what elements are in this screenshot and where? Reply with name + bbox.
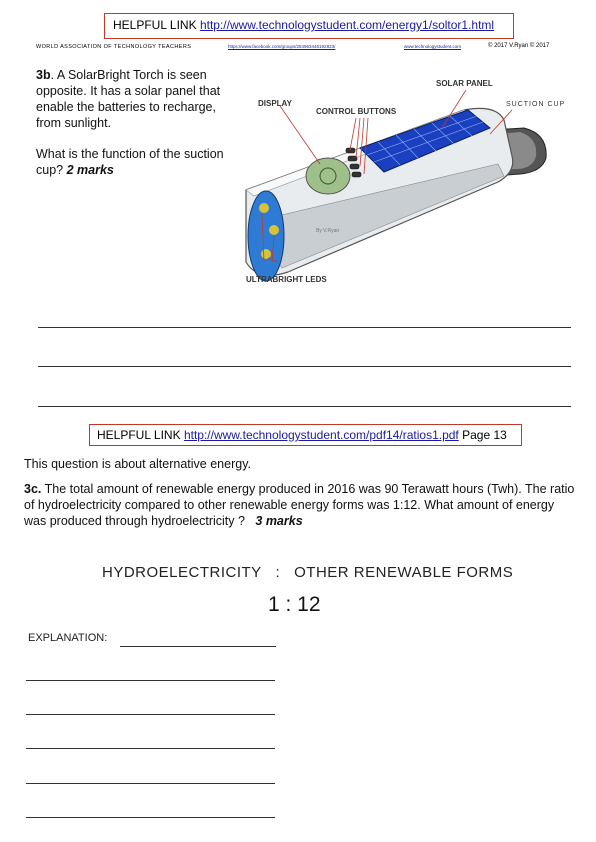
ratio-sep: : — [275, 564, 281, 581]
display-shape — [306, 158, 350, 194]
top-link-url[interactable]: http://www.technologystudent.com/energy1/soltor1.html — [199, 18, 495, 32]
association-name: WORLD ASSOCIATION OF TECHNOLOGY TEACHERS — [36, 44, 192, 50]
top-link-label: HELPFUL LINK — [113, 18, 197, 32]
ratio-heading — [102, 564, 513, 581]
q3b-question-text: What is the function of the suction cup? — [36, 147, 224, 177]
answer-line[interactable] — [26, 748, 275, 749]
maker-label: By V.Ryan — [316, 228, 340, 234]
second-link-label: HELPFUL LINK — [97, 428, 181, 442]
q3b-number: 3b — [36, 68, 51, 82]
answer-line[interactable] — [38, 406, 571, 407]
answer-line[interactable] — [38, 366, 571, 367]
display-label: DISPLAY — [258, 99, 292, 108]
copyright: © 2017 V.Ryan © 2017 — [488, 43, 550, 49]
q3b-intro-text: . A SolarBright Torch is seen opposite. It has a solar panel that enable the batteries to recharge, from sunlight. — [36, 68, 221, 130]
q3c-number: 3c. — [24, 482, 42, 496]
ratio-left: HYDROELECTRICITY — [102, 564, 262, 581]
answer-line[interactable] — [38, 327, 571, 328]
led-end-cap — [248, 191, 284, 281]
answer-line[interactable] — [26, 783, 275, 784]
solar-panel-label: SOLAR PANEL — [436, 79, 493, 88]
q3b-question — [36, 146, 236, 178]
ratio-value: 1 : 12 — [268, 593, 321, 616]
alt-energy-intro: This question is about alternative energy. — [24, 457, 251, 471]
q3b-marks: 2 marks — [66, 163, 114, 177]
ratio-right: OTHER RENEWABLE FORMS — [294, 564, 514, 581]
control-buttons-label: CONTROL BUTTONS — [316, 107, 397, 116]
explanation-line[interactable] — [120, 646, 276, 647]
top-helpful-link-box — [104, 13, 514, 39]
q3c-marks: 3 marks — [255, 514, 303, 528]
site-link[interactable]: www.technologystudent.com — [404, 44, 462, 49]
second-link-url[interactable]: http://www.technologystudent.com/pdf14/ratios1.pdf — [183, 428, 459, 442]
q3c-body: The total amount of renewable energy produced in 2016 was 90 Terawatt hours (Twh). The ratio of hydroelectricity compared to other renewable energy forms was 1:12. What amount of energy was produced through hydroelectricity ? — [24, 482, 575, 528]
facebook-link[interactable]: https://www.facebook.com/groups/254963448192823/ — [228, 44, 336, 49]
leds-label: ULTRABRIGHT LEDS — [246, 275, 327, 284]
suction-cup-label: SUCTION CUP — [506, 101, 566, 108]
solar-torch-diagram — [228, 72, 583, 294]
answer-line[interactable] — [26, 817, 275, 818]
q3c-text — [24, 481, 576, 529]
explanation-label: EXPLANATION: — [28, 632, 108, 644]
q3b-intro — [36, 67, 232, 131]
second-helpful-link-box — [89, 424, 522, 446]
second-link-page: Page 13 — [462, 428, 507, 442]
answer-line[interactable] — [26, 714, 275, 715]
answer-line[interactable] — [26, 680, 275, 681]
